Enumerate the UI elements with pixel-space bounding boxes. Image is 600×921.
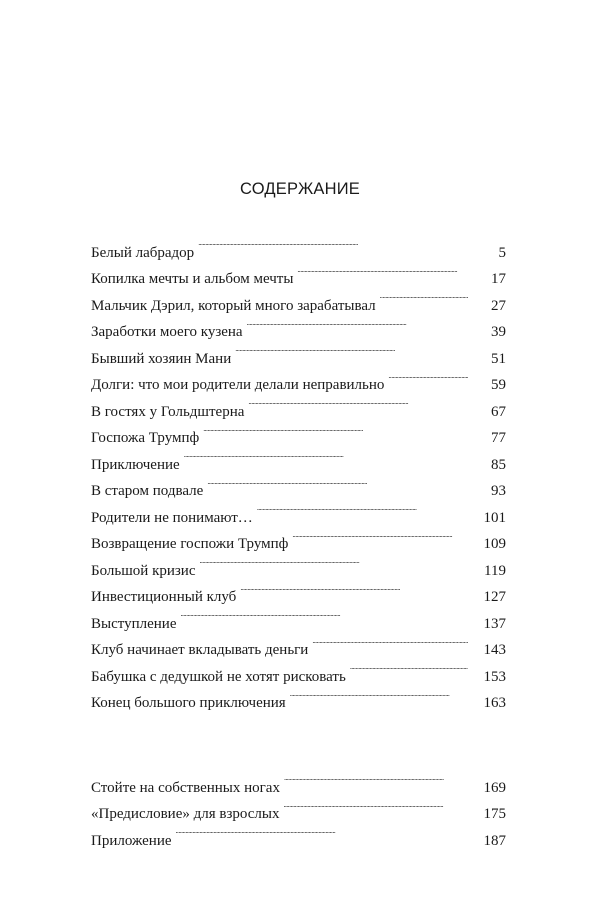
toc-entry-title: Госпожа Трумпф: [91, 430, 200, 446]
toc-entry-page: 5: [498, 244, 506, 261]
toc-chapter-list: [91, 230, 506, 711]
toc-entry-title: Приключение: [91, 456, 180, 473]
toc-entry-page: 187: [483, 832, 506, 849]
toc-entry-page: 119: [484, 562, 506, 579]
toc-entry-page: 77: [491, 430, 506, 446]
dot-leader: [184, 442, 468, 469]
toc-entry-title: Стойте на собственных ногах: [91, 779, 280, 796]
dot-leader: [240, 575, 468, 602]
toc-entry-title: Мальчик Дэрил, который много зарабатывал: [91, 297, 376, 314]
dot-leader: [198, 230, 468, 257]
dot-leader: [207, 469, 468, 496]
toc-appendix-list: [91, 765, 506, 849]
toc-entry-title: Копилка мечты и альбом мечты: [91, 271, 294, 287]
toc-entry-page: 163: [483, 695, 506, 711]
toc-entry-page: 109: [483, 536, 506, 552]
toc-entry-page: 137: [483, 615, 506, 632]
dot-leader: [247, 310, 468, 337]
dot-leader: [176, 818, 468, 845]
dot-leader: [297, 257, 468, 284]
toc-entry-page: 101: [483, 509, 506, 526]
dot-leader: [312, 628, 468, 655]
toc-entry-title: Клуб начинает вкладывать деньги: [91, 642, 309, 658]
toc-entry-page: 39: [491, 324, 506, 340]
toc-entry-title: Возвращение госпожи Трумпф: [91, 536, 289, 552]
toc-entry-title: Долги: что мои родители делали неправильно: [91, 377, 385, 393]
toc-entry-page: 175: [483, 806, 506, 822]
toc-entry-page: 59: [491, 377, 506, 393]
toc-entry-page: 143: [483, 642, 506, 658]
dot-leader: [290, 681, 468, 708]
toc-entry-title: Конец большого приключения: [91, 695, 286, 711]
toc-entry-title: Бывший хозяин Мани: [91, 350, 232, 367]
toc-entry-title: Приложение: [91, 832, 172, 849]
toc-entry-page: 67: [491, 403, 506, 420]
dot-leader: [203, 416, 468, 443]
dot-leader: [200, 548, 469, 575]
toc-entry-page: 93: [491, 483, 506, 499]
toc-entry-title: В гостях у Гольдштерна: [91, 403, 245, 420]
toc-entry-title: Родители не понимают…: [91, 509, 253, 526]
toc-entry-title: Инвестиционный клуб: [91, 589, 237, 605]
dot-leader: [350, 654, 468, 681]
toc-entry-page: 85: [491, 456, 506, 473]
toc-entry-page: 169: [483, 779, 506, 796]
toc-entry-title: «Предисловие» для взрослых: [91, 806, 280, 822]
toc-entry: [91, 230, 506, 261]
toc-entry-page: 17: [491, 271, 506, 287]
toc-entry-page: 153: [483, 668, 506, 685]
dot-leader: [380, 283, 468, 310]
dot-leader: [284, 765, 468, 792]
dot-leader: [248, 389, 468, 416]
dot-leader: [180, 601, 468, 628]
dot-leader: [257, 495, 468, 522]
toc-entry-title: Большой кризис: [91, 562, 196, 579]
toc-entry-page: 27: [491, 297, 506, 314]
toc-entry: [91, 765, 506, 796]
dot-leader: [235, 336, 468, 363]
dot-leader: [283, 792, 468, 819]
toc-heading: СОДЕРЖАНИЕ: [239, 180, 361, 198]
dot-leader: [292, 522, 468, 549]
dot-leader: [388, 363, 468, 390]
toc-entry-page: 127: [483, 589, 506, 605]
toc-entry-title: Заработки моего кузена: [91, 324, 243, 340]
toc-entry-title: Выступление: [91, 615, 177, 632]
toc-entry-page: 51: [491, 350, 506, 367]
toc-entry-title: В старом подвале: [91, 483, 204, 499]
toc-entry-title: Бабушка с дедушкой не хотят рисковать: [91, 668, 346, 685]
toc-entry-title: Белый лабрадор: [91, 244, 195, 261]
